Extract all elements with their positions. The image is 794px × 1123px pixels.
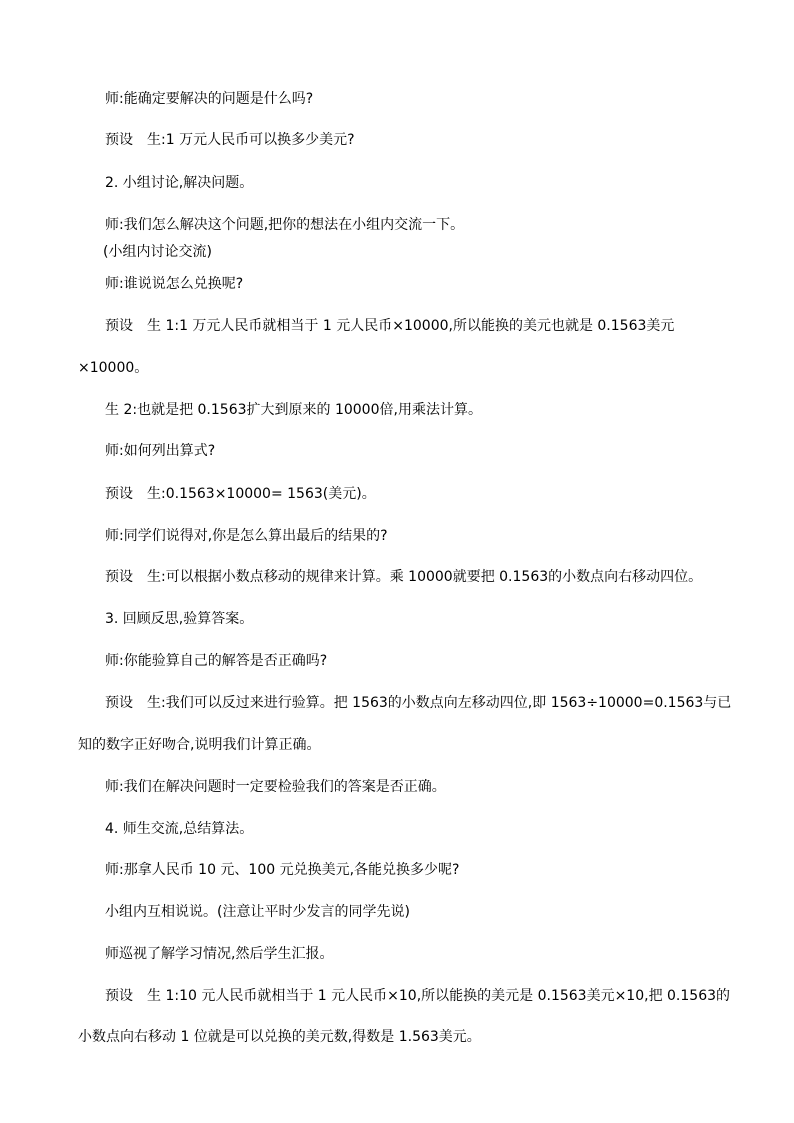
paragraph-student-1-ten: 预设 生 1:10 元人民币就相当于 1 元人民币×10,所以能换的美元是 0.1563美元×10,把 0.1563的 bbox=[105, 988, 731, 1004]
paragraph-teacher-patrol: 师巡视了解学习情况,然后学生汇报。 bbox=[105, 946, 334, 962]
paragraph-teacher-question: 师:能确定要解决的问题是什么吗? bbox=[105, 91, 314, 107]
paragraph-teacher-discuss: 师:我们怎么解决这个问题,把你的想法在小组内交流一下。 bbox=[105, 217, 465, 233]
section-heading-4: 4. 师生交流,总结算法。 bbox=[105, 821, 254, 837]
section-heading-3: 3. 回顾反思,验算答案。 bbox=[105, 611, 254, 627]
paragraph-teacher-exchange: 师:那拿人民币 10 元、100 元兑换美元,各能兑换多少呢? bbox=[105, 862, 460, 878]
paragraph-teacher-check: 师:我们在解决问题时一定要检验我们的答案是否正确。 bbox=[105, 779, 446, 795]
section-heading-2: 2. 小组讨论,解决问题。 bbox=[105, 175, 254, 191]
paragraph-student-answer: 预设 生:1 万元人民币可以换多少美元? bbox=[105, 132, 355, 148]
paragraph-student-rule: 预设 生:可以根据小数点移动的规律来计算。乘 10000就要把 0.1563的小数点向右移动四位。 bbox=[105, 569, 703, 585]
paragraph-student-formula: 预设 生:0.1563×10000= 1563(美元)。 bbox=[105, 486, 376, 502]
paragraph-student-1-answer: 预设 生 1:1 万元人民币就相当于 1 元人民币×10000,所以能换的美元也就是 0.1563美元 bbox=[105, 318, 675, 334]
paragraph-teacher-ask: 师:谁说说怎么兑换呢? bbox=[105, 276, 244, 292]
paragraph-teacher-how: 师:同学们说得对,你是怎么算出最后的结果的? bbox=[105, 528, 388, 544]
paragraph-teacher-formula: 师:如何列出算式? bbox=[105, 443, 216, 459]
paragraph-group-talk: 小组内互相说说。(注意让平时少发言的同学先说) bbox=[105, 904, 410, 920]
paragraph-student-1-answer-cont: ×10000。 bbox=[78, 360, 149, 376]
paragraph-student-2-answer: 生 2:也就是把 0.1563扩大到原来的 10000倍,用乘法计算。 bbox=[105, 402, 482, 418]
paragraph-student-1-ten-cont: 小数点向右移动 1 位就是可以兑换的美元数,得数是 1.563美元。 bbox=[78, 1029, 481, 1045]
paragraph-teacher-verify: 师:你能验算自己的解答是否正确吗? bbox=[105, 653, 328, 669]
paragraph-student-verify: 预设 生:我们可以反过来进行验算。把 1563的小数点向左移动四位,即 1563÷10000=0.1563与已 bbox=[105, 695, 732, 711]
paragraph-student-verify-cont: 知的数字正好吻合,说明我们计算正确。 bbox=[78, 737, 321, 753]
paragraph-group-discussion: (小组内讨论交流) bbox=[103, 244, 212, 260]
